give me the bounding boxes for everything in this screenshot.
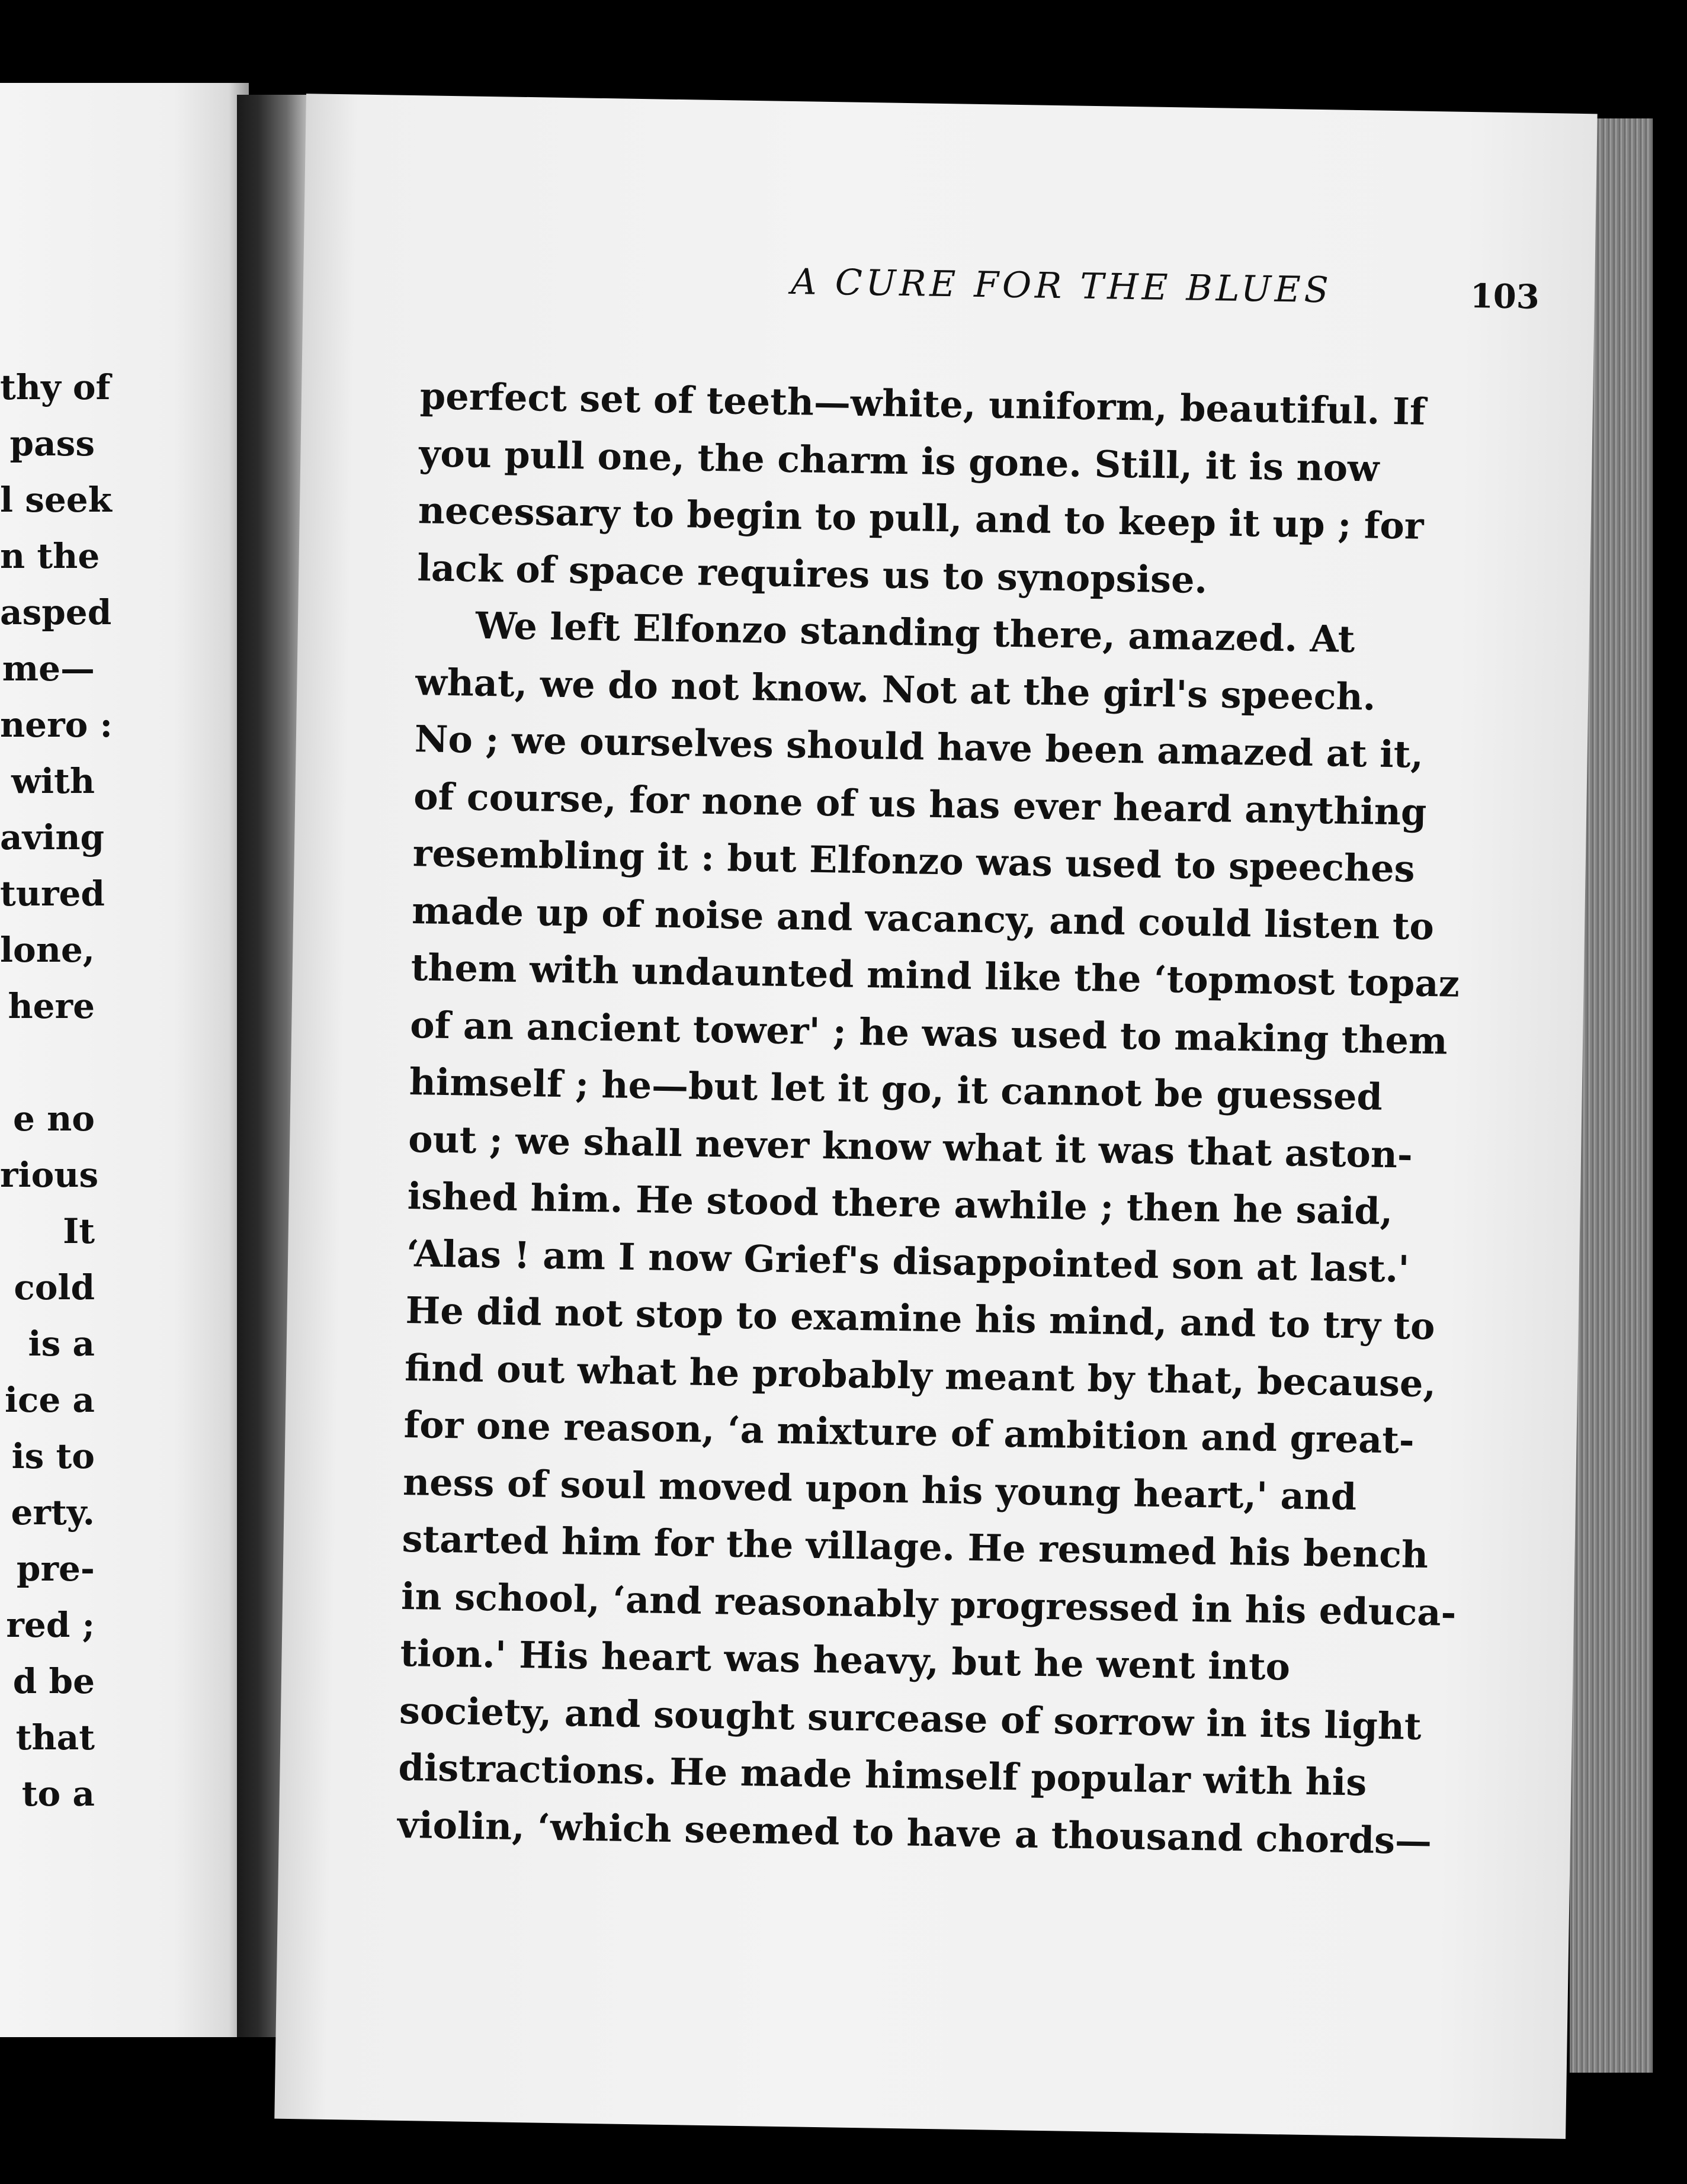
right-page — [274, 94, 1597, 2139]
left-line: that — [15, 1717, 95, 1758]
text-line: you pull one, the charm is gone. Still, it is now — [418, 431, 1380, 490]
text-line: out ; we shall never know what it was that aston- — [408, 1117, 1413, 1177]
left-line: ice a — [4, 1380, 95, 1420]
text-line: society, and sought surcease of sorrow in its light — [399, 1688, 1422, 1748]
text-line: what, we do not know. Not at the girl's speech. — [415, 660, 1376, 719]
left-line: red ; — [6, 1605, 95, 1645]
text-line: He did not stop to examine his mind, and to try to — [405, 1288, 1436, 1348]
left-line: e no — [13, 1099, 95, 1139]
text-line: resembling it : but Elfonzo was used to speeches — [412, 831, 1416, 891]
left-line: lone, — [0, 930, 95, 970]
text-line: ness of soul moved upon his young heart,' and — [402, 1460, 1357, 1518]
text-line: distractions. He made himself popular with his — [398, 1745, 1367, 1804]
left-line: erty. — [11, 1492, 95, 1533]
left-line: thy of — [0, 367, 111, 407]
text-line: ‘Alas ! am I now Grief's disappointed son at last.' — [406, 1231, 1410, 1291]
text-line: find out what he probably meant by that, because, — [404, 1345, 1436, 1405]
text-line: lack of space requires us to synopsise. — [416, 545, 1208, 602]
text-line: perfect set of teeth—white, uniform, beautiful. If — [419, 374, 1426, 433]
text-line: We left Elfonzo standing there, amazed. At — [475, 603, 1355, 661]
left-line: cold — [14, 1267, 95, 1308]
left-line: tured — [0, 873, 105, 914]
left-line: pre- — [16, 1549, 95, 1589]
left-line: here — [8, 986, 95, 1026]
text-line: of an ancient tower' ; he was used to making them — [409, 1003, 1448, 1063]
left-line: It — [63, 1211, 95, 1251]
left-line: rious — [0, 1155, 99, 1195]
text-line: ished him. He stood there awhile ; then he said, — [407, 1174, 1393, 1234]
text-line: tion.' His heart was heavy, but he went into — [400, 1631, 1291, 1689]
text-line: them with undaunted mind like the ‘topmost topaz — [410, 946, 1460, 1006]
text-line: of course, for none of us has ever heard anything — [413, 774, 1427, 834]
left-line: me— — [2, 648, 95, 689]
text-line: necessary to begin to pull, and to keep it up ; for — [418, 489, 1425, 548]
left-line: with — [11, 761, 95, 801]
text-line: No ; we ourselves should have been amazed at it, — [414, 717, 1424, 776]
left-line: d be — [12, 1661, 95, 1701]
left-line: l seek — [0, 480, 112, 520]
left-line: aving — [0, 817, 105, 857]
left-facing-page — [0, 83, 249, 2037]
running-head: A CURE FOR THE BLUES — [790, 261, 1333, 311]
left-line: nero : — [0, 705, 113, 745]
text-line: for one reason, ‘a mixture of ambition and great- — [403, 1402, 1415, 1462]
left-line: is to — [11, 1436, 95, 1476]
left-line: pass — [9, 423, 95, 464]
left-line: to a — [21, 1774, 95, 1814]
text-line: violin, ‘which seemed to have a thousand chords— — [397, 1803, 1432, 1862]
body-text — [397, 368, 1460, 1867]
text-line: himself ; he—but let it go, it cannot be guessed — [409, 1060, 1383, 1119]
left-line: asped — [0, 592, 112, 632]
left-line: n the — [0, 536, 100, 576]
left-line: is a — [28, 1324, 95, 1364]
text-line: in school, ‘and reasonably progressed in his educa- — [400, 1574, 1457, 1634]
page-number: 103 — [1470, 276, 1540, 317]
text-line: started him for the village. He resumed his bench — [402, 1517, 1429, 1577]
text-line: made up of noise and vacancy, and could listen to — [411, 888, 1435, 948]
